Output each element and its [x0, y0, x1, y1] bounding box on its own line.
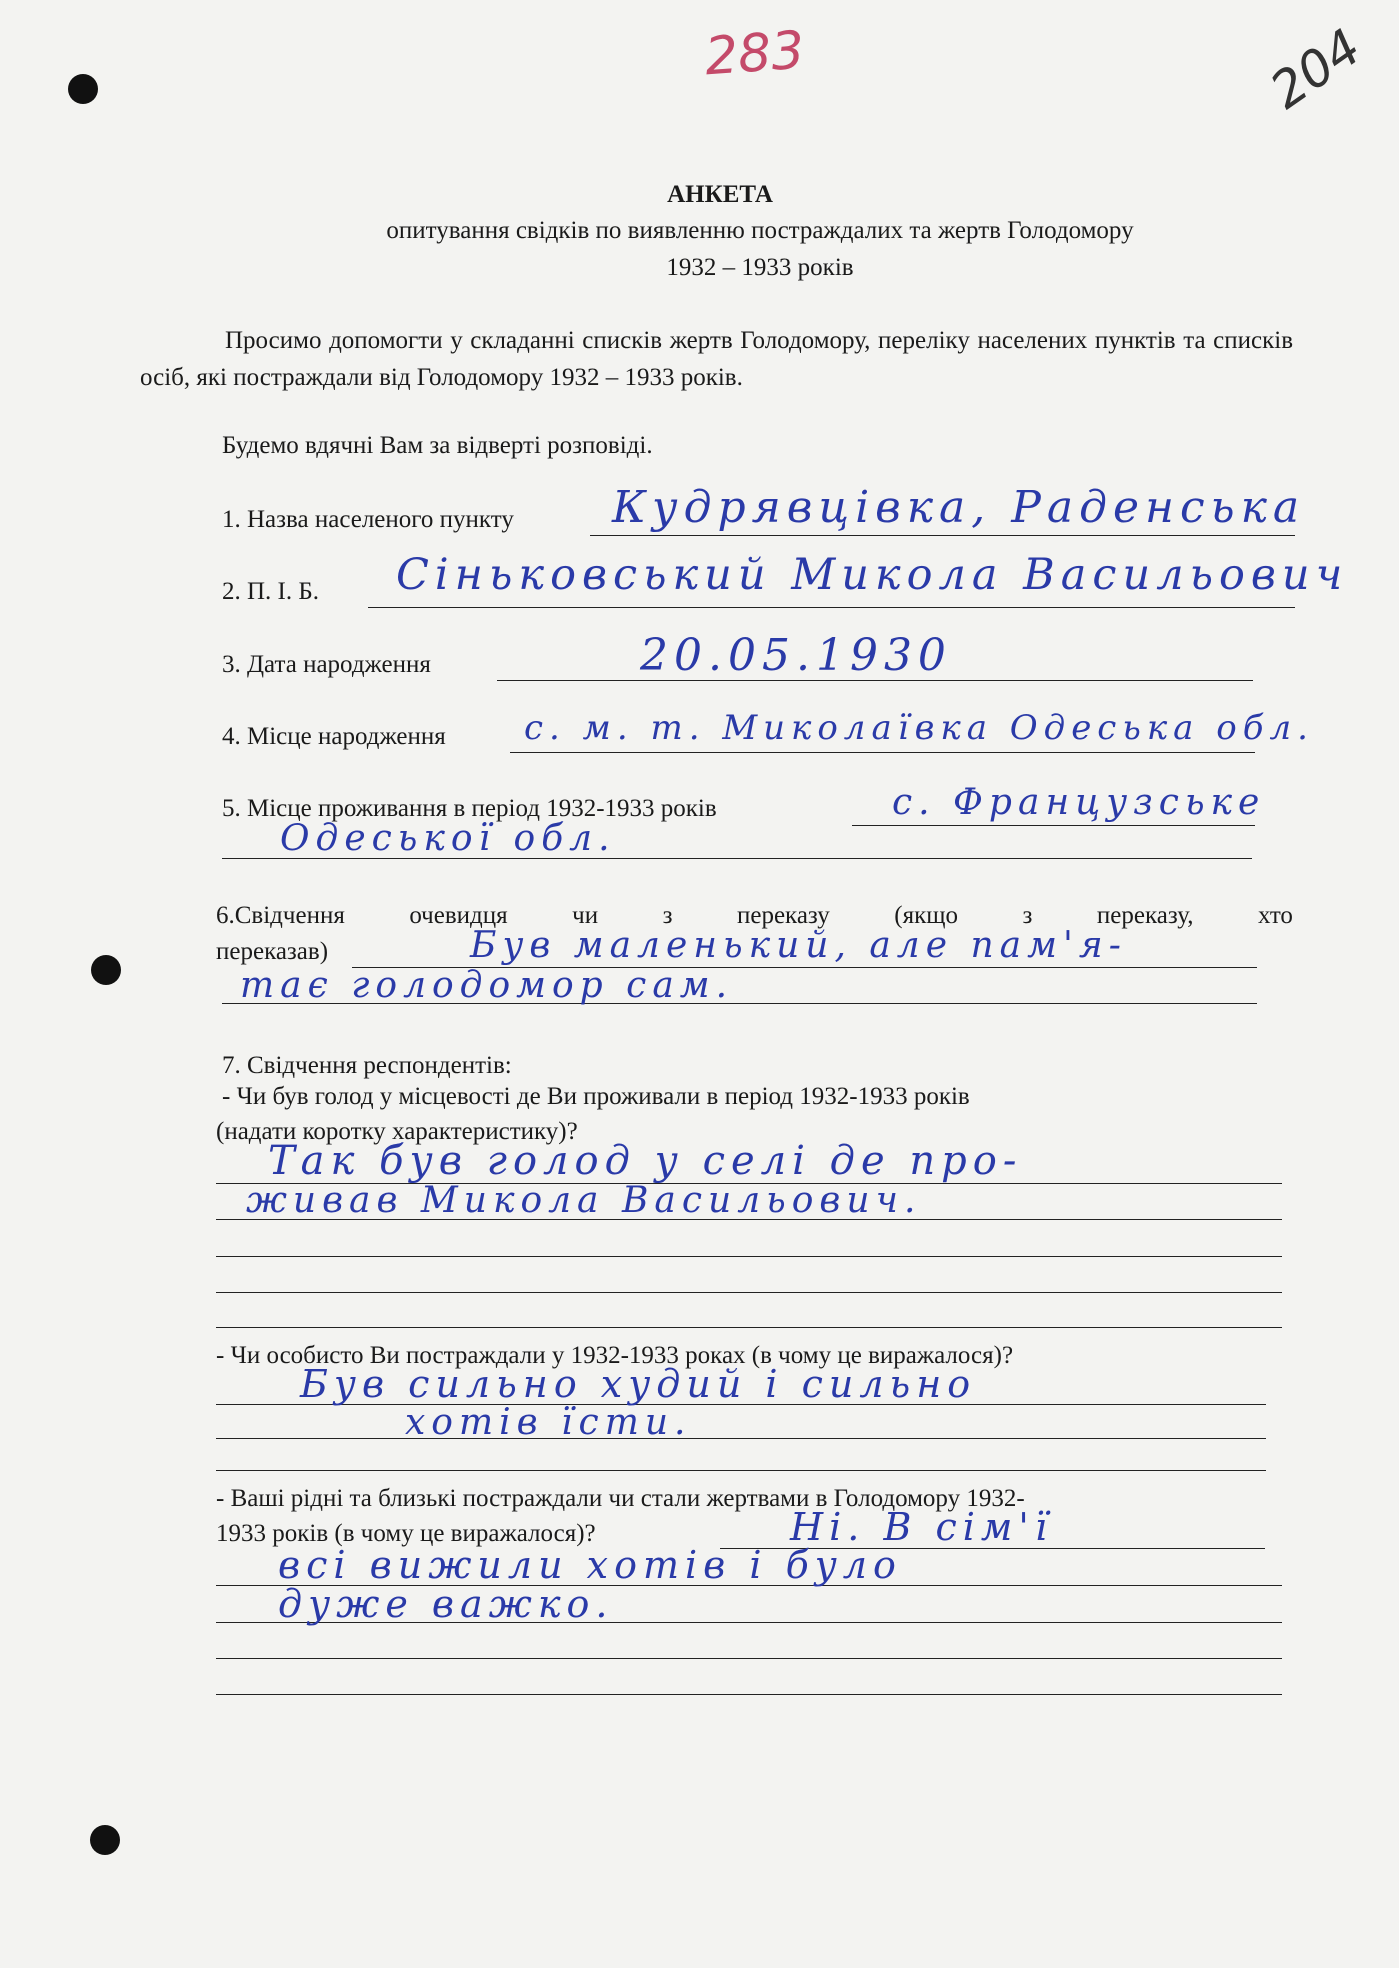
residence-value-line2[interactable]: Одеської обл.: [280, 818, 616, 859]
answer-2-line1[interactable]: Був сильно худий і сильно: [300, 1362, 977, 1406]
page-title: АНКЕТА: [667, 181, 773, 208]
question-1-line1: - Чи був голод у місцевості де Ви проживали в період 1932-1933 років: [222, 1083, 970, 1110]
question-2: - Чи особисто Ви постраждали у 1932-1933 роках (в чому це виражалося)?: [216, 1342, 1014, 1369]
testimony-type-label-line2: переказав): [216, 938, 329, 965]
corner-page-number: 204: [1259, 17, 1372, 121]
full-name-label: 2. П. І. Б.: [222, 578, 319, 605]
birth-place-underline: [510, 752, 1255, 753]
punch-hole-top: [68, 74, 98, 104]
page-subtitle: опитування свідків по виявленню постраждалих та жертв Голодомору: [386, 217, 1134, 244]
punch-hole-bottom: [90, 1825, 120, 1855]
settlement-value[interactable]: Кудрявцівка, Раденська: [612, 482, 1306, 533]
question-3-line2: 1933 років (в чому це виражалося)?: [216, 1520, 596, 1547]
settlement-underline: [590, 535, 1295, 536]
answer-3-line1[interactable]: Ні. В сім'ї: [790, 1505, 1053, 1549]
answer-3-underline-4: [216, 1658, 1282, 1659]
answer-1-underline-4: [216, 1292, 1282, 1293]
answer-1-line1[interactable]: Так був голод у селі де про-: [268, 1138, 1023, 1184]
residence-value-line1[interactable]: с. Французське: [892, 782, 1266, 823]
answer-3-line2[interactable]: всі вижили хотів і було: [278, 1543, 902, 1587]
intro-request: Просимо допомогти у складанні списків жертв Голодомору, переліку населених пунктів та списків осіб, які постраждали від Голодомору 1932 – 1933 років.: [140, 327, 1293, 391]
birth-date-label: 3. Дата народження: [222, 651, 431, 678]
full-name-underline: [368, 607, 1295, 608]
answer-2-underline-2: [216, 1438, 1266, 1439]
testimony-type-label: 6.Свідчення очевидця чи з переказу (якщо з переказу, хто: [216, 902, 1293, 929]
birth-date-value[interactable]: 20.05.1930: [640, 630, 952, 681]
respondents-heading: 7. Свідчення респондентів:: [222, 1052, 512, 1079]
residence-label: 5. Місце проживання в період 1932-1933 років: [222, 795, 717, 822]
settlement-label: 1. Назва населеного пункту: [222, 506, 514, 533]
testimony-value-line1[interactable]: Був маленький, але пам'я-: [470, 925, 1127, 966]
testimony-value-line2[interactable]: тає голодомор сам.: [240, 965, 734, 1006]
question-3-line1: - Ваші рідні та близькі постраждали чи стали жертвами в Голодомору 1932-: [216, 1485, 1025, 1512]
question-1-line2: (надати коротку характеристику)?: [216, 1118, 578, 1145]
residence-underline-1: [852, 825, 1255, 826]
answer-2-line2[interactable]: хотів їсти.: [405, 1402, 692, 1443]
answer-3-line3[interactable]: дуже важко.: [278, 1582, 614, 1626]
answer-2-underline-3: [216, 1470, 1266, 1471]
birth-place-value[interactable]: с. м. т. Миколаївка Одеська обл.: [524, 708, 1314, 748]
stamped-page-number: 283: [703, 20, 807, 88]
full-name-value[interactable]: Сіньковський Микола Васильович: [396, 550, 1349, 600]
answer-1-underline-3: [216, 1256, 1282, 1257]
birth-place-label: 4. Місце народження: [222, 723, 446, 750]
punch-hole-middle: [91, 955, 121, 985]
intro-thanks: Будемо вдячні Вам за відверті розповіді.: [222, 432, 653, 459]
answer-1-underline-5: [216, 1327, 1282, 1328]
answer-3-underline-5: [216, 1694, 1282, 1695]
answer-1-line2[interactable]: живав Микола Васильович.: [246, 1180, 922, 1221]
page-subtitle-years: 1932 – 1933 років: [666, 254, 854, 281]
